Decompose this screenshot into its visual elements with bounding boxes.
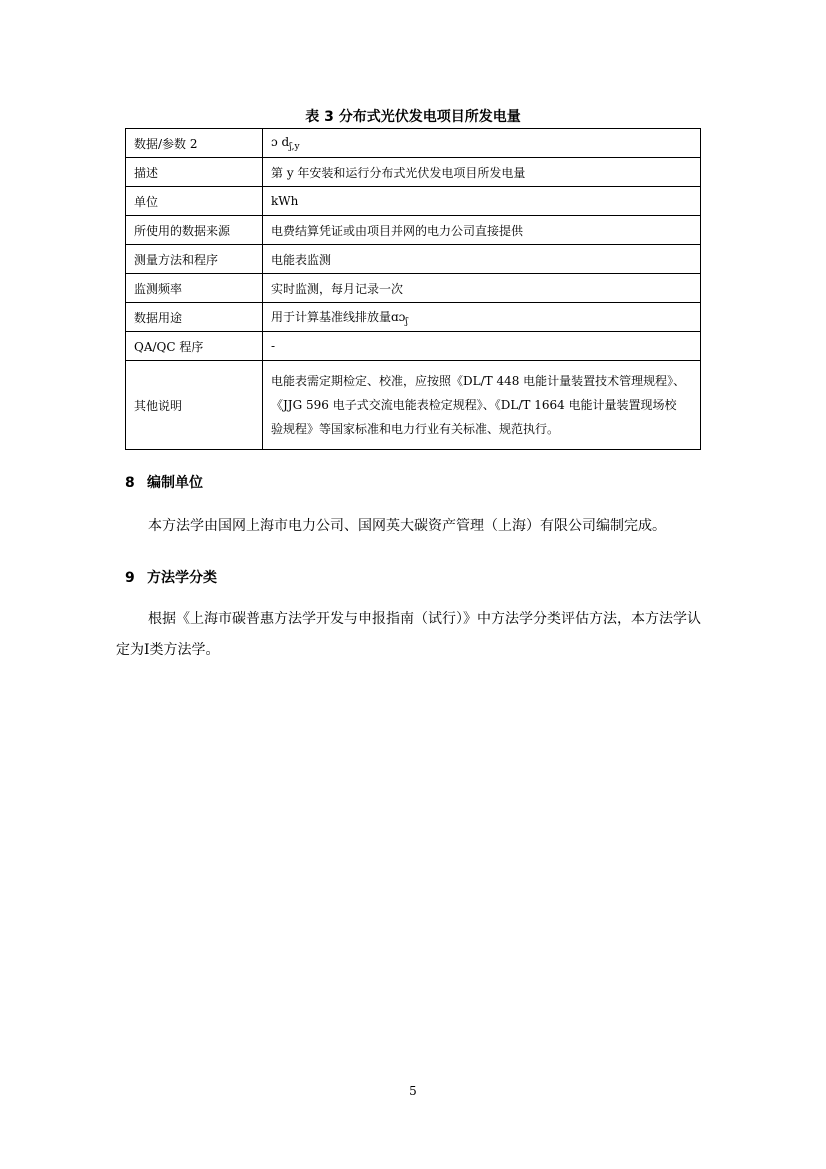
table-row bbox=[126, 274, 701, 303]
section-title: 编制单位 bbox=[147, 475, 203, 491]
table-row bbox=[126, 245, 701, 274]
row-label: 所使用的数据来源 bbox=[126, 216, 263, 245]
row-value: 电费结算凭证或由项目并网的电力公司直接提供 bbox=[263, 216, 701, 245]
page-number: 5 bbox=[409, 1084, 417, 1098]
section-number: 8 bbox=[125, 475, 135, 491]
table-row bbox=[126, 361, 701, 450]
table-row bbox=[126, 129, 701, 158]
row-label: 数据用途 bbox=[126, 303, 263, 332]
table-row bbox=[126, 187, 701, 216]
row-value bbox=[263, 361, 701, 450]
row-value: 第 y 年安装和运行分布式光伏发电项目所发电量 bbox=[263, 158, 701, 187]
parameter-table bbox=[125, 128, 701, 450]
row-value: 用于计算基准线排放量ɑɔ$_ʃ$ bbox=[263, 303, 701, 332]
section-number: 9 bbox=[125, 570, 135, 586]
table-caption: 表 3 分布式光伏发电项目所发电量 bbox=[305, 109, 521, 125]
row-label: 测量方法和程序 bbox=[126, 245, 263, 274]
row-value: 实时监测，每月记录一次 bbox=[263, 274, 701, 303]
table-row bbox=[126, 303, 701, 332]
section-heading bbox=[125, 472, 203, 492]
row-value: kWh bbox=[263, 187, 701, 216]
row-label: 描述 bbox=[126, 158, 263, 187]
row-value: - bbox=[263, 332, 701, 361]
row-value: ɔ $d_{ʃ,y}$ bbox=[263, 129, 701, 158]
section-paragraph: 根据《上海市碳普惠方法学开发与申报指南（试行）》中方法学分类评估方法，本方法学认定为Ⅰ类方法学。 bbox=[116, 611, 701, 658]
section-heading bbox=[125, 567, 217, 587]
note-line: 电能表需定期检定、校准，应按照《DL/T 448 电能计量装置技术管理规程》、 bbox=[271, 374, 686, 388]
row-label: 监测频率 bbox=[126, 274, 263, 303]
section-title: 方法学分类 bbox=[147, 570, 217, 586]
row-label: QA/QC 程序 bbox=[126, 332, 263, 361]
row-label: 数据/参数 2 bbox=[126, 129, 263, 158]
table-row bbox=[126, 158, 701, 187]
row-label: 单位 bbox=[126, 187, 263, 216]
row-label: 其他说明 bbox=[126, 361, 263, 450]
table-row bbox=[126, 216, 701, 245]
table-row bbox=[126, 332, 701, 361]
note-line: 《JJG 596 电子式交流电能表检定规程》、《DL/T 1664 电能计量装置现场校 bbox=[271, 398, 677, 412]
note-line: 验规程》等国家标准和电力行业有关标准、规范执行。 bbox=[271, 422, 560, 436]
section-paragraph: 本方法学由国网上海市电力公司、国网英大碳资产管理（上海）有限公司编制完成。 bbox=[148, 518, 666, 534]
row-value: 电能表监测 bbox=[263, 245, 701, 274]
